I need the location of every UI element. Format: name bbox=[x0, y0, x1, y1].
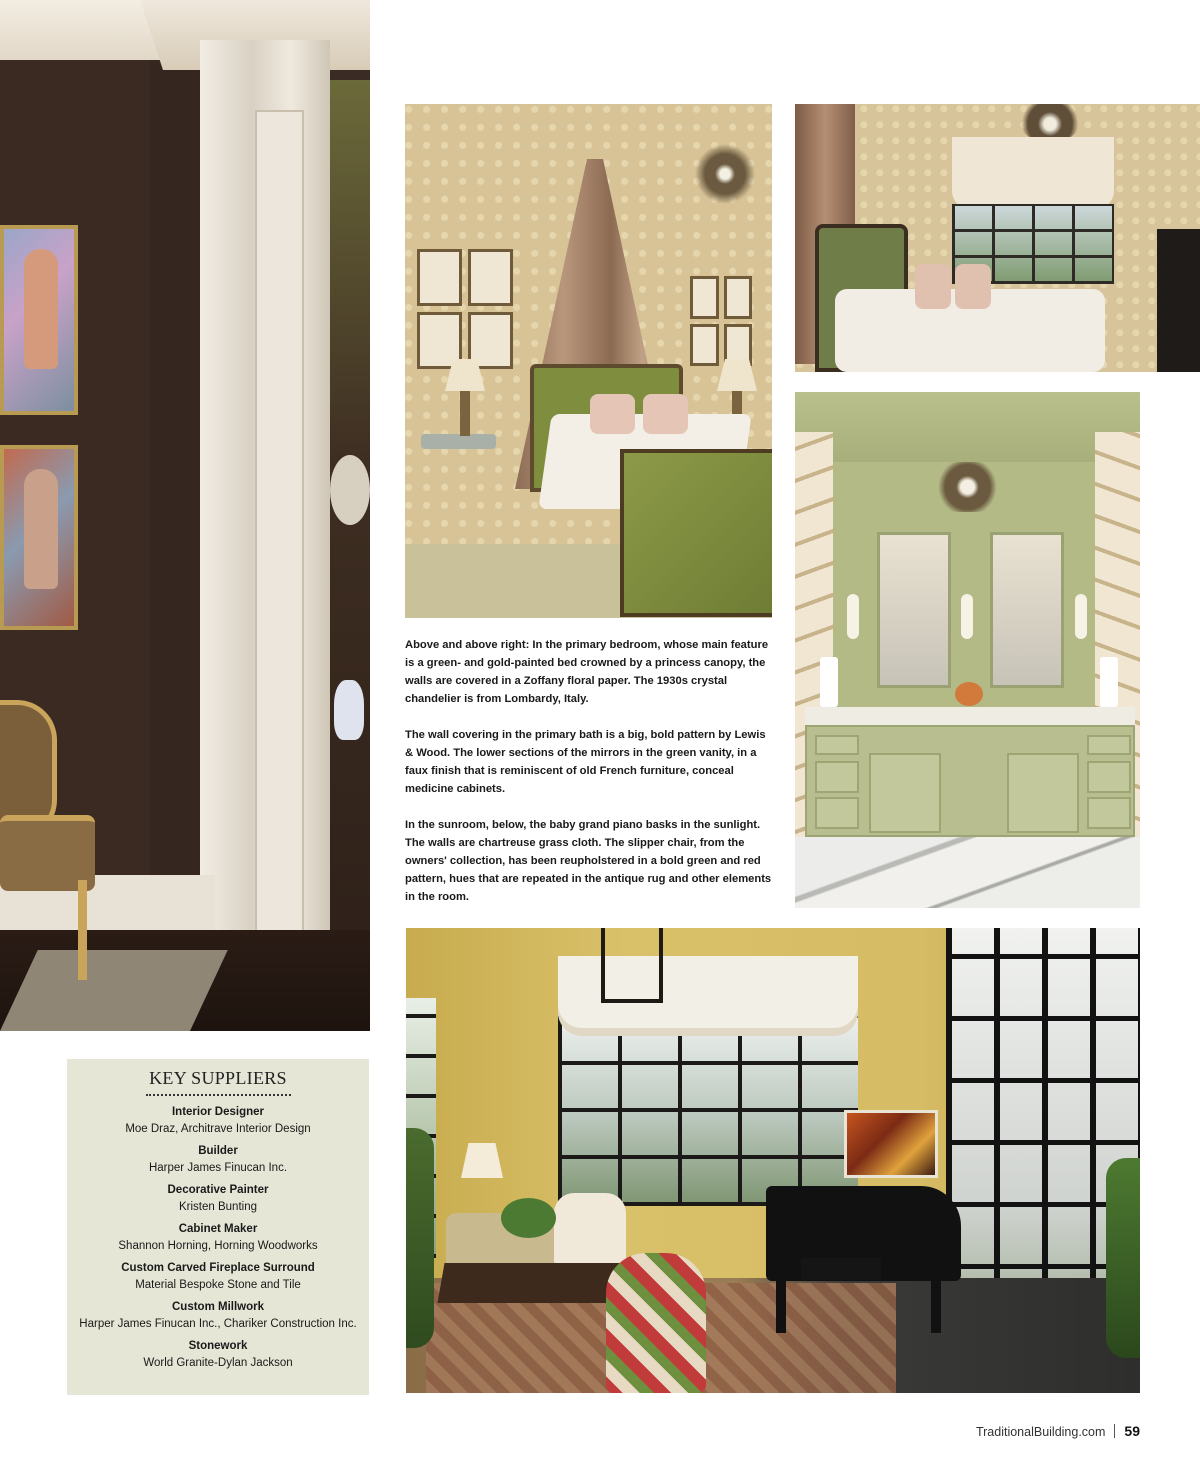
supplier-entry bbox=[67, 1143, 369, 1177]
caption-bedroom: Above and above right: In the primary bedroom, whose main feature is a green- and gold-painted bed crowned by a princess canopy, the walls are covered in a Zoffany floral paper. The 1930s crystal chandelier is from Lombardy, Italy. bbox=[405, 639, 769, 705]
supplier-role: Decorative Painter bbox=[167, 1184, 269, 1196]
supplier-role: Custom Millwork bbox=[171, 1301, 264, 1313]
living-room-photo bbox=[0, 0, 370, 1031]
supplier-name: Moe Draz, Architrave Interior Design bbox=[125, 1123, 311, 1135]
primary-bath-photo bbox=[795, 392, 1140, 908]
green-vanity bbox=[805, 725, 1135, 837]
sunroom-photo bbox=[406, 928, 1140, 1393]
vanity-mirror bbox=[990, 532, 1064, 688]
coffee-table bbox=[437, 1263, 634, 1303]
supplier-name: Shannon Horning, Horning Woodworks bbox=[118, 1240, 318, 1252]
photo-captions bbox=[405, 636, 773, 924]
dotted-divider bbox=[146, 1094, 291, 1096]
key-suppliers-box bbox=[67, 1059, 369, 1395]
supplier-name: World Granite-Dylan Jackson bbox=[143, 1357, 293, 1369]
black-cabinet bbox=[1157, 229, 1200, 372]
lantern bbox=[601, 928, 663, 1003]
supplier-role: Stonework bbox=[188, 1340, 248, 1352]
caption-sunroom: In the sunroom, below, the baby grand piano basks in the sunlight. The walls are chartreuse grass cloth. The slipper chair, from the owners' collection, has been reupholstered in a bold green and red pattern, hues that are repeated in the antique rug and other elements in the room. bbox=[405, 819, 772, 903]
supplier-role: Interior Designer bbox=[171, 1106, 265, 1118]
supplier-role: Builder bbox=[198, 1145, 238, 1157]
supplier-role: Cabinet Maker bbox=[178, 1223, 258, 1235]
portrait-painting bbox=[0, 225, 78, 415]
footer-divider bbox=[1114, 1424, 1115, 1438]
figure-painting bbox=[0, 445, 78, 630]
crystal-chandelier bbox=[685, 144, 765, 204]
roman-shade bbox=[952, 137, 1114, 209]
suppliers-title: KEY SUPPLIERS bbox=[149, 1068, 287, 1088]
bedroom-window-photo bbox=[795, 104, 1200, 372]
supplier-entry bbox=[67, 1299, 369, 1333]
primary-bedroom-photo bbox=[405, 104, 772, 618]
bath-chandelier bbox=[930, 462, 1005, 512]
supplier-entry bbox=[67, 1182, 369, 1216]
supplier-entry bbox=[67, 1221, 369, 1255]
supplier-role: Custom Carved Fireplace Surround bbox=[121, 1262, 315, 1274]
page-number: 59 bbox=[1124, 1423, 1140, 1439]
supplier-entry bbox=[67, 1104, 369, 1138]
supplier-entry bbox=[67, 1338, 369, 1372]
supplier-name: Material Bespoke Stone and Tile bbox=[135, 1279, 301, 1291]
vanity-mirror bbox=[877, 532, 951, 688]
sunroom-window bbox=[558, 1016, 858, 1206]
supplier-name: Harper James Finucan Inc. bbox=[148, 1162, 288, 1174]
slipper-chair bbox=[606, 1253, 706, 1393]
supplier-name: Harper James Finucan Inc., Chariker Construction Inc. bbox=[79, 1318, 357, 1330]
abstract-painting bbox=[844, 1110, 938, 1178]
page-footer bbox=[976, 1423, 1140, 1439]
supplier-name: Kristen Bunting bbox=[179, 1201, 257, 1213]
site-name: TraditionalBuilding.com bbox=[975, 1425, 1106, 1439]
supplier-entry bbox=[67, 1260, 369, 1294]
caption-bath: The wall covering in the primary bath is a big, bold pattern by Lewis & Wood. The lower sections of the mirrors in the green vanity, in a faux finish that is reminiscent of old French furniture, conceal medicine cabinets. bbox=[405, 729, 766, 795]
